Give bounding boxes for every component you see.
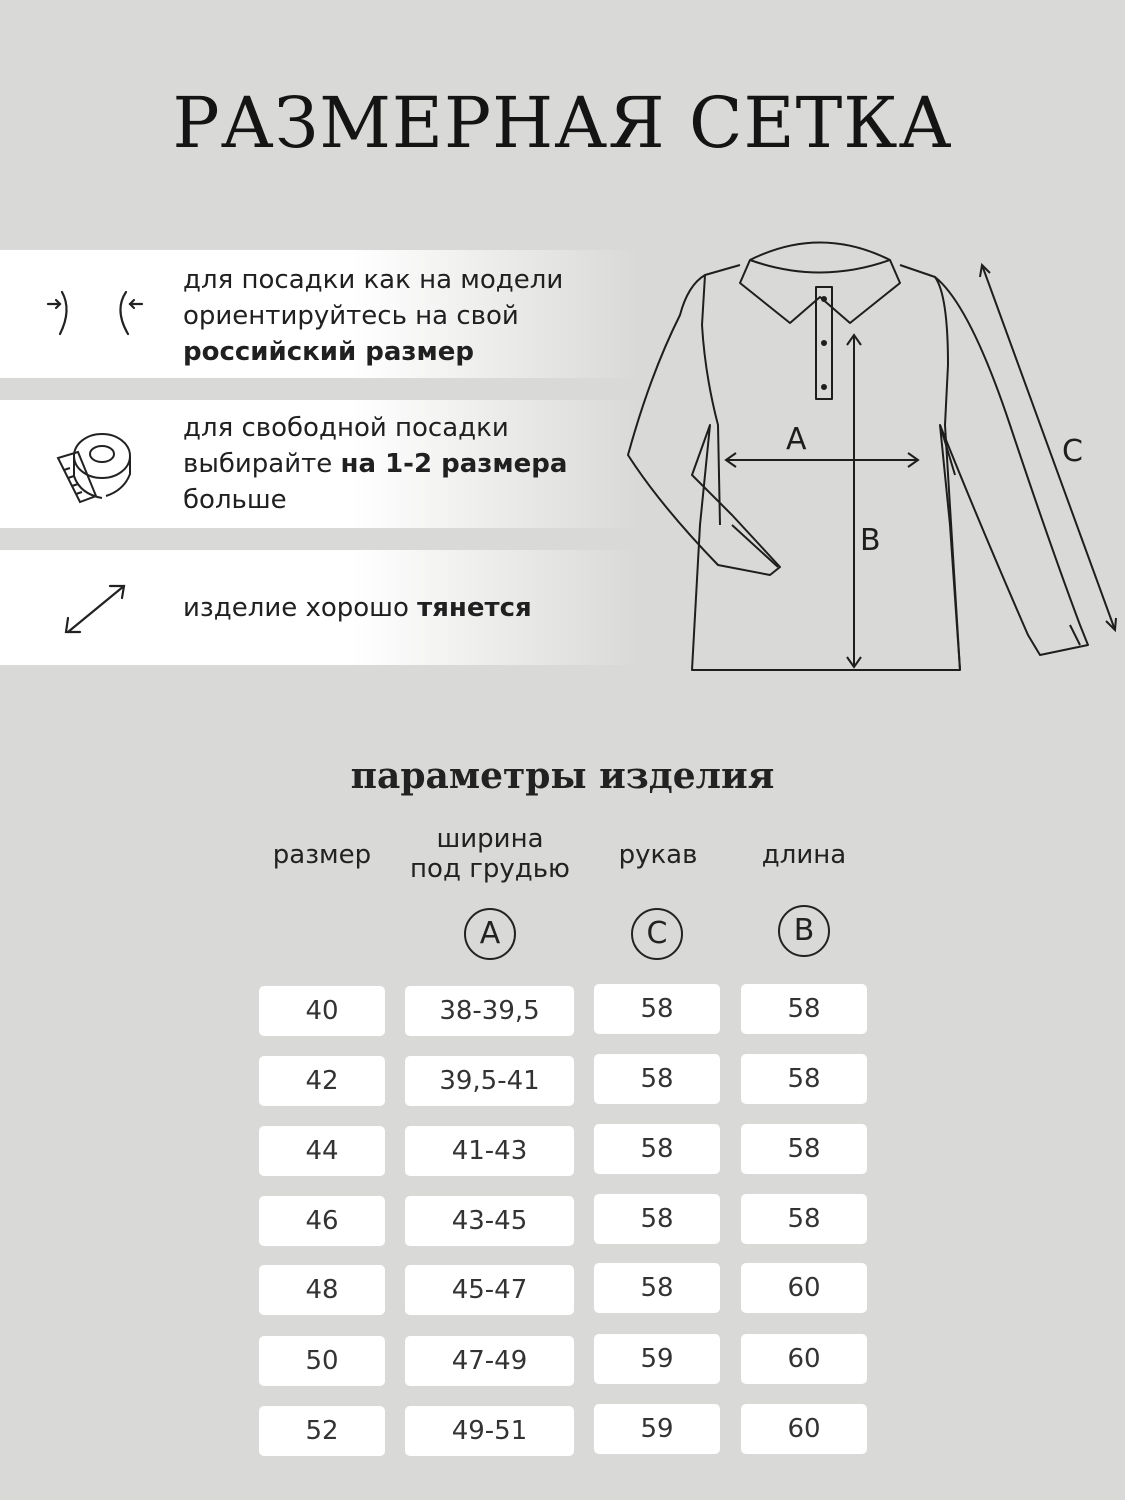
col-header-length: длина bbox=[761, 840, 847, 870]
collar-outline bbox=[740, 243, 900, 324]
cell-size: 44 bbox=[259, 1126, 385, 1176]
cell-length: 60 bbox=[741, 1334, 867, 1384]
cell-sleeve: 58 bbox=[594, 1054, 720, 1104]
tip-model-fit-text: для посадки как на модели ориентируйтесь на свой российский размер bbox=[183, 265, 564, 367]
marker-a: A bbox=[464, 908, 516, 960]
cell-length: 58 bbox=[741, 1054, 867, 1104]
button bbox=[821, 384, 827, 390]
cell-length: 60 bbox=[741, 1404, 867, 1454]
col-header-width: ширина под грудью bbox=[410, 824, 570, 884]
cell-size: 46 bbox=[259, 1196, 385, 1246]
button bbox=[821, 340, 827, 346]
cell-sleeve: 58 bbox=[594, 984, 720, 1034]
cell-width: 38-39,5 bbox=[405, 986, 574, 1036]
label-b: B bbox=[860, 523, 881, 558]
cell-sleeve: 58 bbox=[594, 1263, 720, 1313]
right-cuff bbox=[1070, 625, 1080, 645]
body-left bbox=[628, 265, 960, 670]
cell-length: 58 bbox=[741, 1124, 867, 1174]
fit-arrows-icon bbox=[40, 290, 150, 340]
cell-sleeve: 58 bbox=[594, 1194, 720, 1244]
label-a: A bbox=[786, 422, 807, 457]
cell-width: 45-47 bbox=[405, 1265, 574, 1315]
cell-sleeve: 59 bbox=[594, 1404, 720, 1454]
cell-length: 58 bbox=[741, 1194, 867, 1244]
col-header-sleeve: рукав bbox=[618, 840, 698, 870]
cell-length: 58 bbox=[741, 984, 867, 1034]
cell-size: 50 bbox=[259, 1336, 385, 1386]
tip-stretch-text: изделие хорошо тянется bbox=[183, 593, 532, 623]
cell-width: 47-49 bbox=[405, 1336, 574, 1386]
cell-size: 48 bbox=[259, 1265, 385, 1315]
cell-sleeve: 58 bbox=[594, 1124, 720, 1174]
marker-b: B bbox=[778, 905, 830, 957]
tip-stretch bbox=[0, 550, 640, 665]
shirt-diagram bbox=[610, 225, 1125, 699]
left-cuff bbox=[732, 525, 778, 567]
cell-sleeve: 59 bbox=[594, 1334, 720, 1384]
col-header-size: размер bbox=[272, 840, 372, 870]
measuring-tape-icon bbox=[40, 418, 150, 508]
cell-size: 42 bbox=[259, 1056, 385, 1106]
cell-size: 52 bbox=[259, 1406, 385, 1456]
cell-width: 39,5-41 bbox=[405, 1056, 574, 1106]
stretch-arrow-icon bbox=[40, 580, 150, 640]
neck-line bbox=[750, 260, 890, 273]
cell-length: 60 bbox=[741, 1263, 867, 1313]
cell-width: 41-43 bbox=[405, 1126, 574, 1176]
tip-model-fit bbox=[0, 250, 640, 378]
tip-loose-fit bbox=[0, 400, 640, 528]
product-params-title: параметры изделия bbox=[350, 755, 775, 797]
cell-width: 43-45 bbox=[405, 1196, 574, 1246]
cell-size: 40 bbox=[259, 986, 385, 1036]
marker-c: C bbox=[631, 908, 683, 960]
page-title: РАЗМЕРНАЯ СЕТКА bbox=[172, 82, 953, 164]
tip-loose-fit-text: для свободной посадки выбирайте на 1-2 размера больше bbox=[183, 413, 568, 515]
label-c: C bbox=[1062, 434, 1083, 469]
cell-width: 49-51 bbox=[405, 1406, 574, 1456]
button bbox=[821, 296, 827, 302]
